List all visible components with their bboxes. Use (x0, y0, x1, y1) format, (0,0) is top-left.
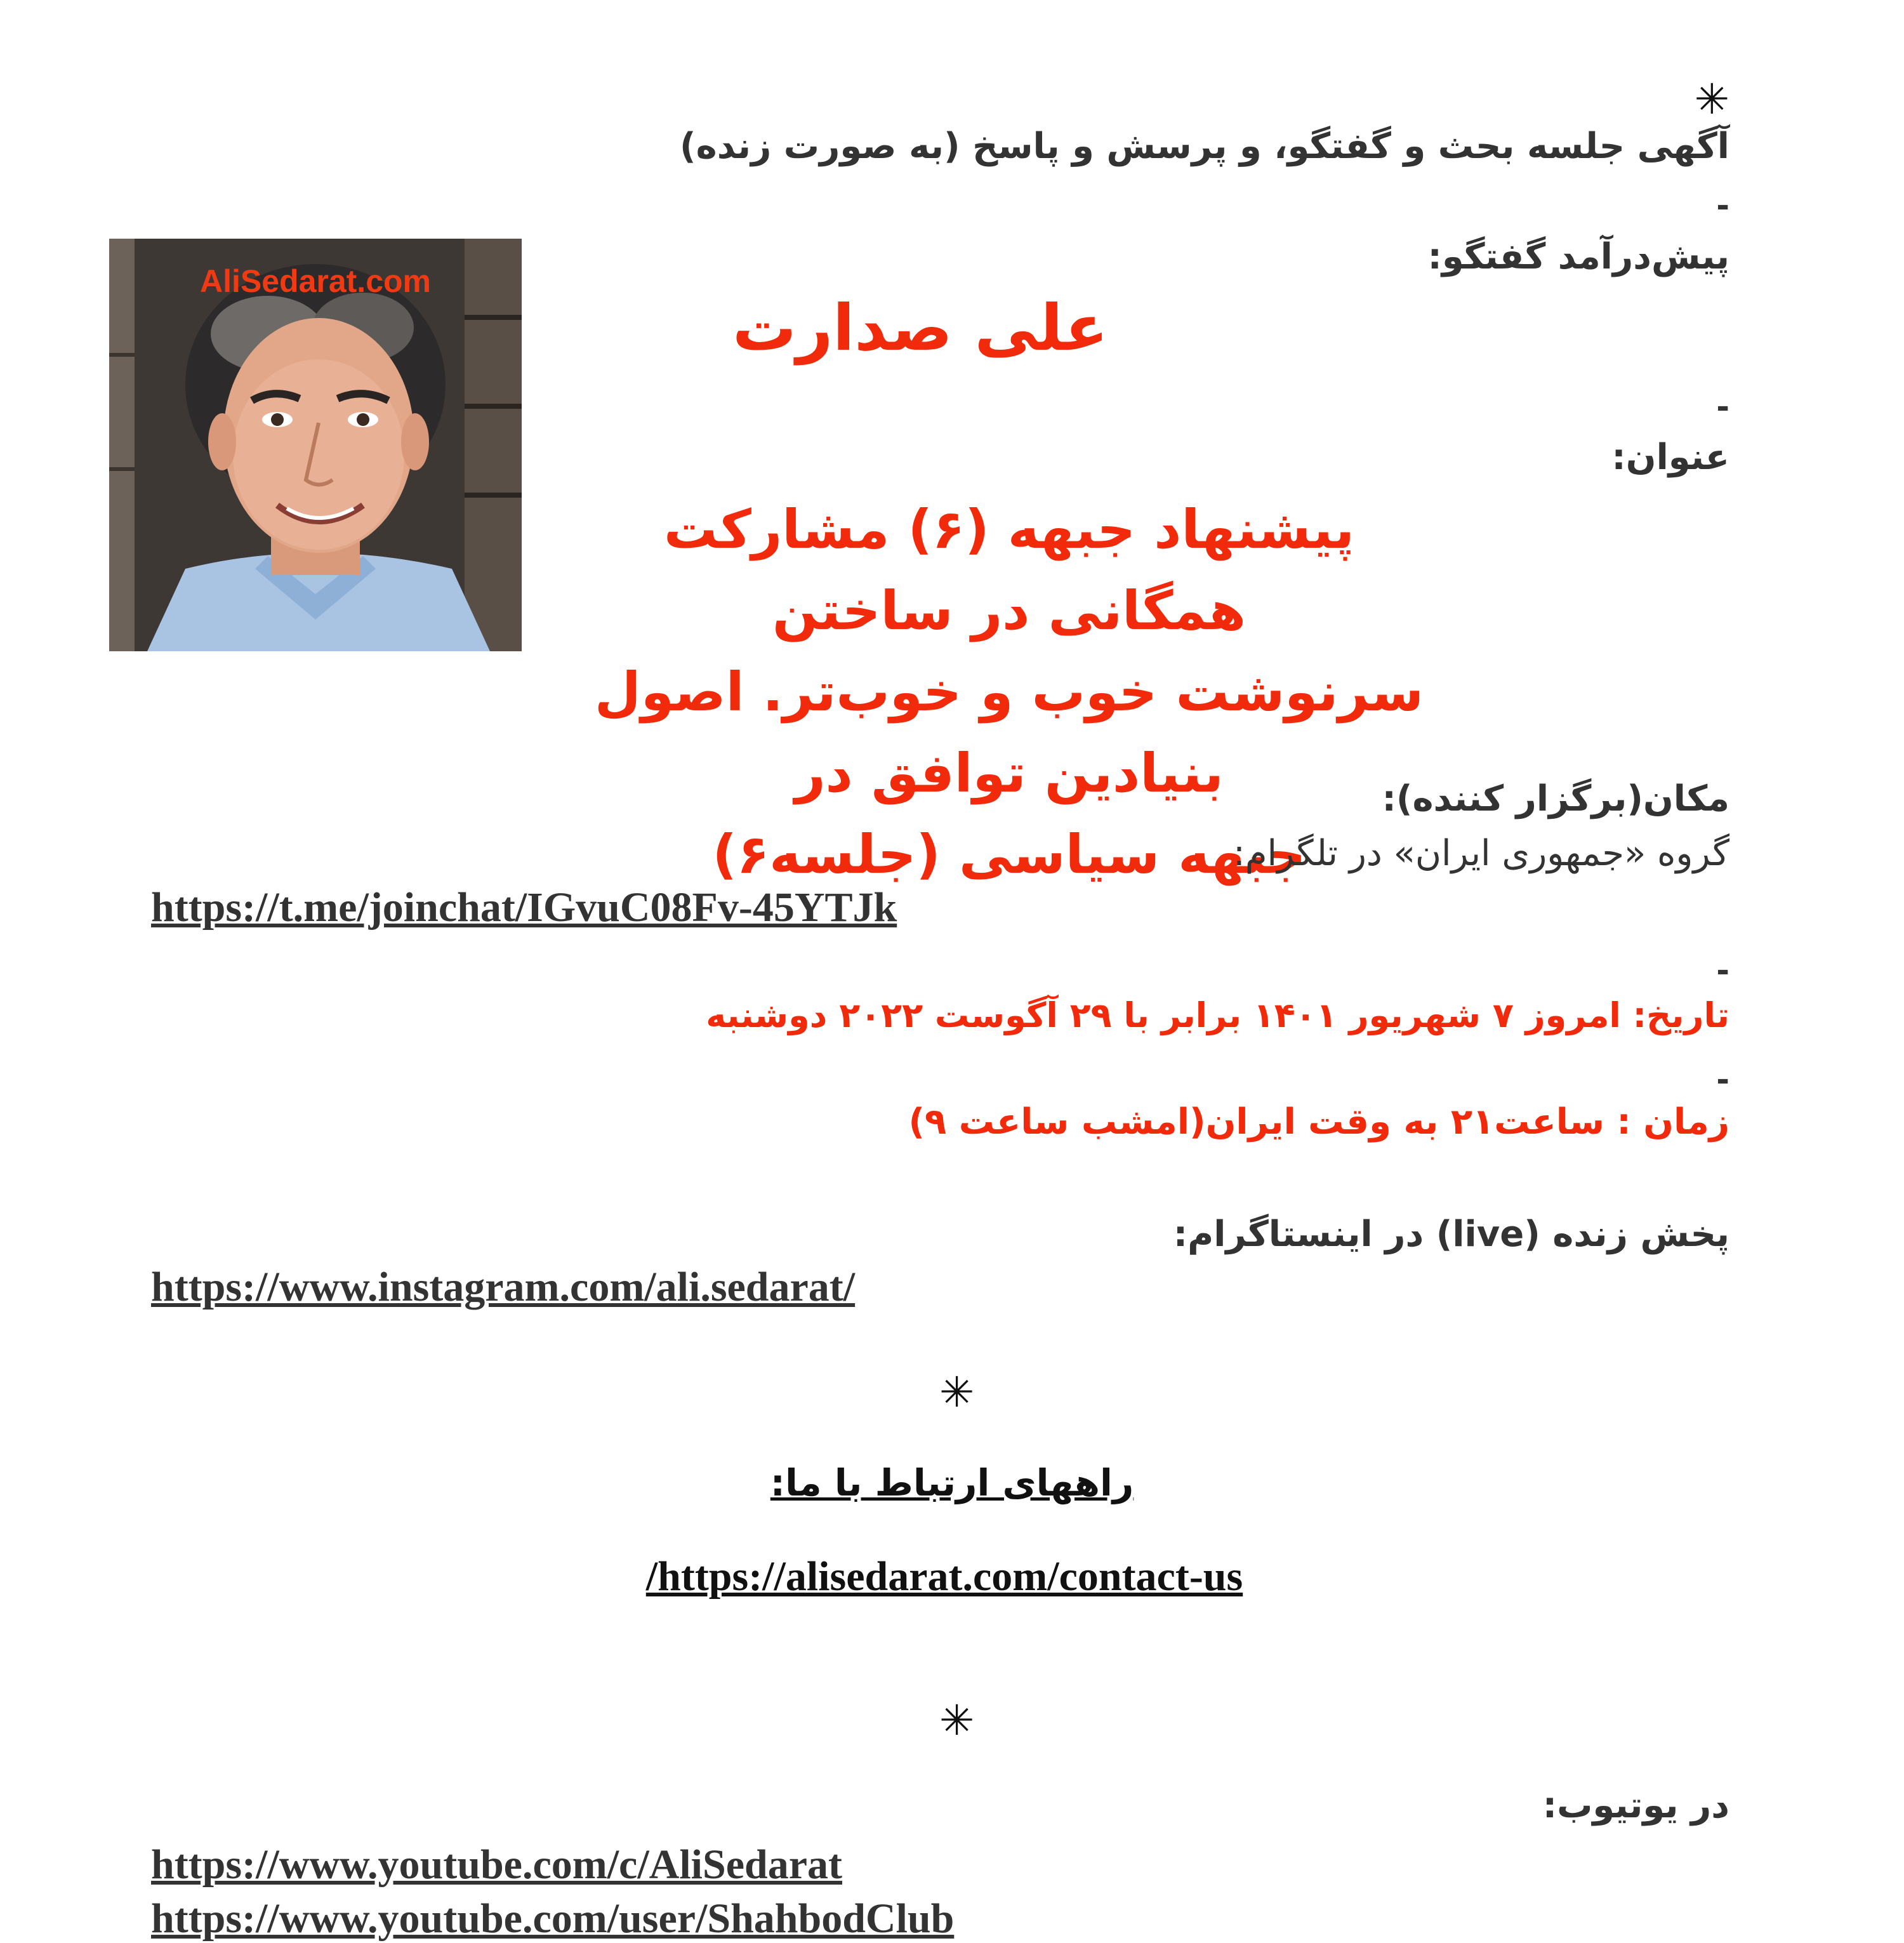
speaker-name: علی صدارت (732, 291, 1108, 365)
telegram-link[interactable]: https://t.me/joinchat/IGvuC08Fv-45YTJk (151, 884, 897, 931)
instagram-link[interactable]: https://www.instagram.com/ali.sedarat/ (151, 1264, 856, 1310)
intro-label: پیش‌درآمد گفتگو: (1427, 236, 1729, 277)
contact-heading: راههای ارتباط با ما: (770, 1461, 1134, 1504)
title-label: عنوان: (1611, 437, 1729, 478)
separator-dash-2: - (1716, 388, 1729, 425)
separator-dash-1: - (1716, 187, 1729, 224)
session-title-line-2: سرنوشت خوب و خوب‌تر. اصول بنیادین توافق در (594, 661, 1424, 804)
separator-dash-3: - (1716, 952, 1729, 989)
live-text: پخش زنده (live) در اینستاگرام: (1173, 1214, 1729, 1255)
speaker-photo (109, 239, 522, 651)
session-title-line-1: پیشنهاد جبهه (۶) مشارکت همگانی در ساختن (664, 498, 1354, 642)
separator-dash-4: - (1716, 1061, 1729, 1098)
date-text: تاریخ: امروز ۷ شهریور ۱۴۰۱ برابر با ۲۹ آگوست ۲۰۲۲ دوشنبه (706, 995, 1729, 1035)
contact-link[interactable]: /https://alisedarat.com/contact-us (645, 1553, 1243, 1600)
separator-star-2-icon: ✳ (939, 1696, 975, 1745)
separator-star-icon: ✳ (939, 1368, 975, 1417)
youtube-link[interactable]: https://www.youtube.com/c/AliSedarat (151, 1841, 842, 1888)
session-title-line-3: جبهه سیاسی (جلسه۶) (712, 823, 1306, 885)
venue-label: مکان(برگزار کننده): (1382, 778, 1729, 819)
venue-text: گروه «جمهوری ایران» در تلگرام: (1233, 833, 1729, 874)
youtube-link-2[interactable]: https://www.youtube.com/user/ShahbodClub (151, 1895, 955, 1942)
top-star-icon: ✳ (1694, 75, 1729, 124)
headline: آگهی جلسه بحث و گفتگو، و پرسش و پاسخ (به صورت زنده) (680, 126, 1729, 167)
youtube-label: در یوتیوب: (1542, 1785, 1729, 1826)
portrait-illustration (109, 239, 522, 651)
photo-caption: AliSedarat.com (199, 263, 431, 299)
time-text: زمان : ساعت۲۱ به وقت ایران(امشب ساعت ۹) (908, 1101, 1729, 1143)
